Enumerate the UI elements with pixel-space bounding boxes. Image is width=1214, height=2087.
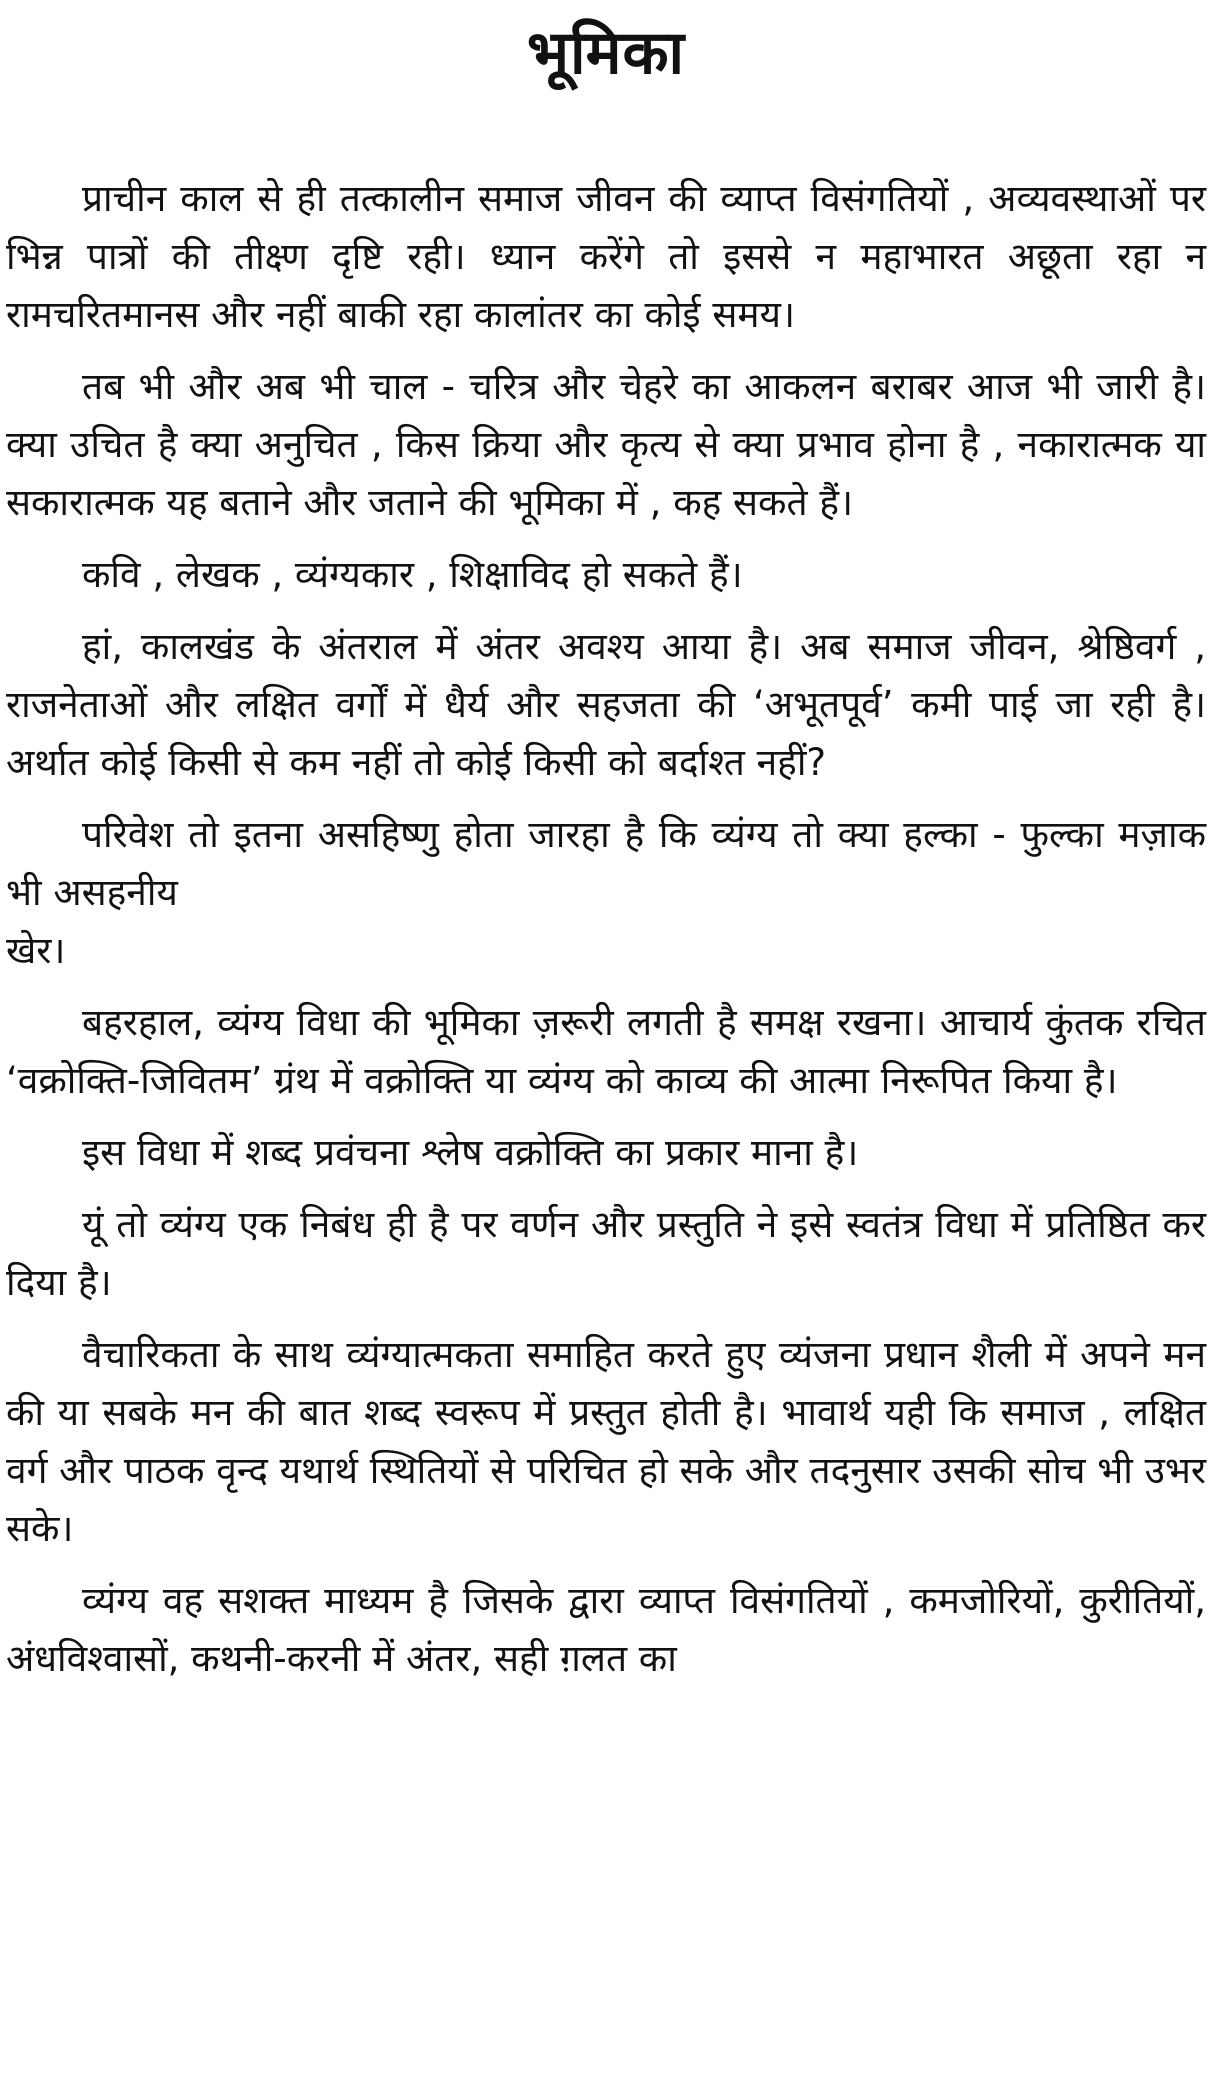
paragraph-10: वैचारिकता के साथ व्यंग्यात्मकता समाहित करते हुए व्यंजना प्रधान शैली में अपने मन की या सबके मन की बात शब्द स्वरूप में प्रस्तुत होती है। भावार्थ यही कि समाज , लक्षित वर्ग और पाठक वृन्द यथार्थ स्थितियों से परिचित हो सके और तदनुसार उसकी सोच भी उभर सके। [6, 1333, 1207, 1550]
document-body [6, 170, 1206, 1688]
paragraph-1: प्राचीन काल से ही तत्कालीन समाज जीवन की व्याप्त विसंगतियों , अव्यवस्थाओं पर भिन्न पात्रों की तीक्ष्ण दृष्टि रही। ध्यान करेंगे तो इससे न महाभारत अछूता रहा न रामचरितमानस और नहीं बाकी रहा कालांतर का कोई समय। [6, 177, 1206, 336]
paragraph-3: कवि , लेखक , व्यंग्यकार , शिक्षाविद हो सकते हैं। [82, 553, 743, 596]
page-title: भूमिका [526, 18, 686, 88]
paragraph-6: खेर। [6, 929, 66, 972]
paragraph-7: बहरहाल, व्यंग्य विधा की भूमिका ज़रूरी लगती है समक्ष रखना। आचार्य कुंतक रचित ‘वक्रोक्ति-जिवितम’ ग्रंथ में वक्रोक्ति या व्यंग्य को काव्य की आत्मा निरूपित किया है। [6, 1001, 1206, 1102]
paragraph-5: परिवेश तो इतना असहिष्णु होता जारहा है कि व्यंग्य तो क्या हल्का - फुल्का मज़ाक भी असहनीय [6, 813, 1206, 914]
paragraph-11: व्यंग्य वह सशक्त माध्यम है जिसके द्वारा व्याप्त विसंगतियों , कमजोरियों, कुरीतियों, अंधविश्वासों, कथनी-करनी में अंतर, सही ग़लत का [6, 1579, 1206, 1680]
paragraph-8: इस विधा में शब्द प्रवंचना श्लेष वक्रोक्ति का प्रकार माना है। [82, 1131, 859, 1174]
paragraph-9: यूं तो व्यंग्य एक निबंध ही है पर वर्णन और प्रस्तुति ने इसे स्वतंत्र विधा में प्रतिष्ठित कर दिया है। [6, 1203, 1206, 1304]
paragraph-2: तब भी और अब भी चाल - चरित्र और चेहरे का आकलन बराबर आज भी जारी है। क्या उचित है क्या अनुचित , किस क्रिया और कृत्य से क्या प्रभाव होना है , नकारात्मक या सकारात्मक यह बताने और जताने की भूमिका में , कह सकते हैं। [6, 365, 1206, 524]
paragraph-4: हां, कालखंड के अंतराल में अंतर अवश्य आया है। अब समाज जीवन, श्रेष्ठिवर्ग , राजनेताओं और लक्षित वर्गों में धैर्य और सहजता की ‘अभूतपूर्व’ कमी पाई जा रही है। अर्थात कोई किसी से कम नहीं तो कोई किसी को बर्दाश्त नहीं? [6, 625, 1206, 784]
